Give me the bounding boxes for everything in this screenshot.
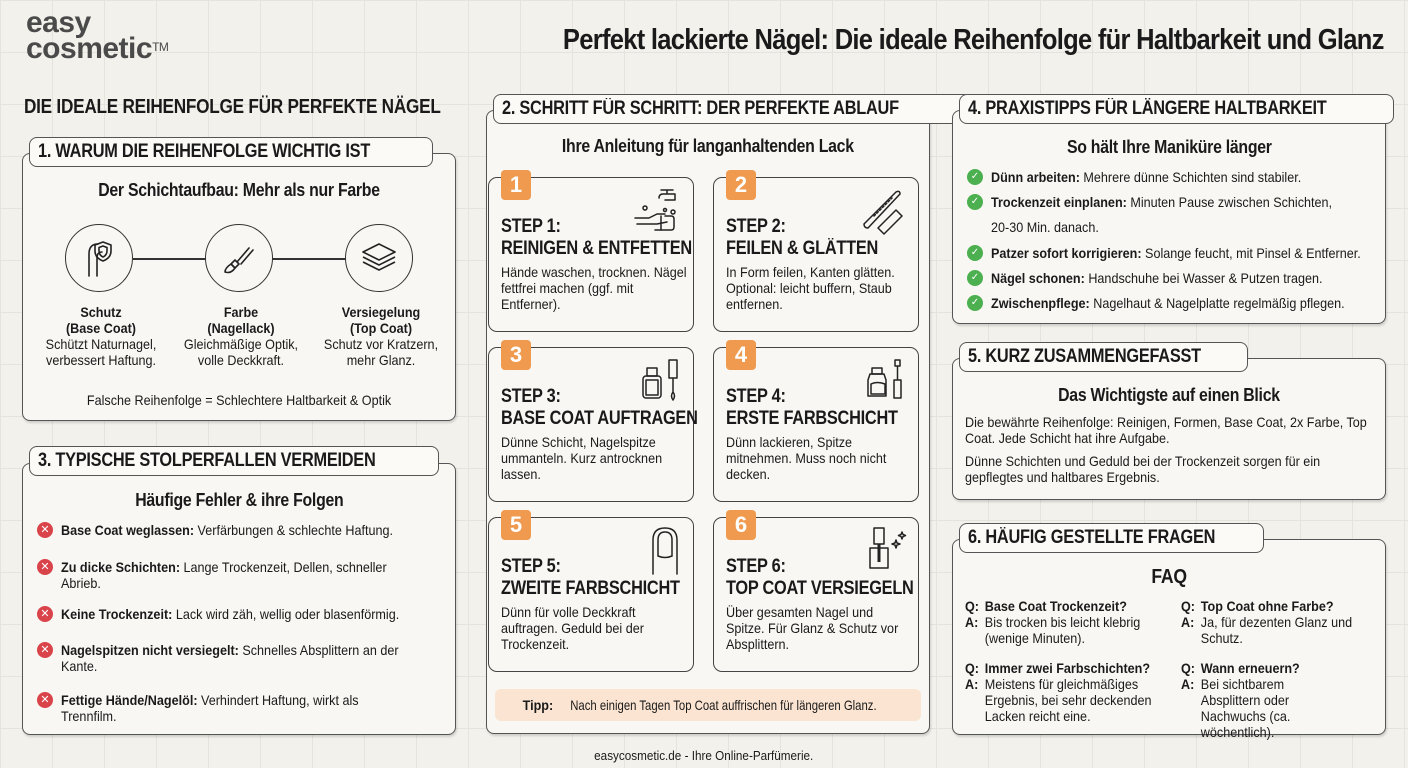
section-summary	[952, 346, 1386, 500]
layer-top-coat: Versiegelung (Top Coat) Schutz vor Kratzern, mehr Glanz.	[323, 304, 439, 368]
check-icon: ✓	[967, 295, 983, 311]
site-footer: easycosmetic.de - Ihre Online-Parfümerie.	[594, 748, 814, 763]
error-x-icon: ✕	[37, 606, 53, 622]
brush-icon	[205, 224, 273, 292]
layer-nail-polish: Farbe (Nagellack) Gleichmäßige Optik, volle Deckkraft.	[183, 304, 299, 368]
section-subhead: Der Schichtaufbau: Mehr als nur Farbe	[98, 180, 380, 200]
step-card-6	[713, 512, 919, 672]
page-title: Perfekt lackierte Nägel: Die ideale Reihenfolge für Haltbarkeit und Glanz	[563, 24, 1384, 56]
faq-question: Immer zwei Farbschichten?	[984, 660, 1151, 676]
check-icon: ✓	[967, 169, 983, 185]
step-number-badge: 3	[501, 340, 531, 370]
section-faq	[952, 527, 1386, 740]
section-tab: 1. WARUM DIE REIHENFOLGE WICHTIG IST	[29, 137, 433, 167]
step-card-5	[488, 512, 694, 672]
section-subhead: FAQ	[1151, 566, 1187, 588]
section-common-pitfalls	[22, 450, 456, 735]
error-x-icon: ✕	[37, 692, 53, 708]
step-description: Über gesamten Nagel und Spitze. Für Glanz & Schutz vor Absplittern.	[726, 604, 899, 652]
pitfall-item: ✕ Zu dicke Schichten: Lange Trockenzeit, Dellen, schneller Abrieb.	[37, 559, 443, 591]
faq-item: Q: Top Coat ohne Farbe? A: Ja, für dezenten Glanz und Schutz.	[1181, 598, 1361, 646]
step-description: Hände waschen, trocknen. Nägel fettfrei machen (ggf. mit Entferner).	[501, 264, 687, 312]
step-title: STEP 1: REINIGEN & ENTFETTEN	[501, 216, 692, 259]
section-tab: 3. TYPISCHE STOLPERFALLEN VERMEIDEN	[29, 446, 439, 476]
order-warning: Falsche Reihenfolge = Schlechtere Haltbarkeit & Optik	[86, 392, 392, 408]
pitfall-item: ✕ Keine Trockenzeit: Lack wird zäh, wellig oder blasenförmig.	[37, 606, 443, 622]
faq-answer: Bei sichtbarem Absplittern oder Nachwuchs (ca. wöchentlich).	[1200, 676, 1291, 740]
section-practical-tips	[952, 98, 1386, 324]
step-title: STEP 6: TOP COAT VERSIEGELN	[726, 556, 914, 599]
section-why-order-matters	[22, 141, 456, 421]
layer-diagram	[23, 218, 455, 298]
step-number-badge: 4	[726, 340, 756, 370]
faq-question: Wann erneuern?	[1200, 660, 1300, 676]
step-card-4	[713, 342, 919, 502]
step-card-1	[488, 172, 694, 332]
tip-item: ✓ Nägel schonen: Handschuhe bei Wasser & Putzen tragen.	[967, 270, 1408, 286]
step-title: STEP 3: BASE COAT AUFTRAGEN	[501, 386, 698, 429]
step-card-3	[488, 342, 698, 502]
faq-question: Base Coat Trockenzeit?	[984, 598, 1127, 614]
section-subhead: Häufige Fehler & ihre Folgen	[134, 490, 344, 510]
section-tab: 6. HÄUFIG GESTELLTE FRAGEN	[959, 523, 1264, 553]
tip-item: ✓ Trockenzeit einplanen: Minuten Pause zwischen Schichten, 20-30 Min. danach.	[967, 194, 1408, 235]
nail-shield-icon	[65, 224, 133, 292]
summary-paragraph: Dünne Schichten und Geduld bei der Trockenzeit sorgen für ein gepflegtes und haltbares Ergebnis.	[965, 453, 1321, 485]
error-x-icon: ✕	[37, 522, 53, 538]
brand-logo	[26, 6, 169, 65]
logo-line-1: easy	[26, 6, 91, 39]
section-subhead: Das Wichtigste auf einen Blick	[1058, 385, 1280, 405]
section-subhead: So hält Ihre Maniküre länger	[1066, 137, 1272, 157]
summary-paragraph: Die bewährte Reihenfolge: Reinigen, Formen, Base Coat, 2x Farbe, Top Coat. Jede Schicht hat ihre Aufgabe.	[965, 414, 1367, 446]
faq-item: Q: Immer zwei Farbschichten? A: Meistens für gleichmäßiges Ergebnis, bei sehr deckenden Lacken reicht eine.	[965, 660, 1172, 724]
step-description: In Form feilen, Kanten glätten. Optional: leicht buffern, Staub entfernen.	[726, 264, 895, 312]
faq-answer: Bis trocken bis leicht klebrig (wenige Minuten).	[984, 614, 1141, 646]
faq-item: Q: Base Coat Trockenzeit? A: Bis trocken bis leicht klebrig (wenige Minuten).	[965, 598, 1172, 646]
check-icon: ✓	[967, 270, 983, 286]
tip-item: ✓ Dünn arbeiten: Mehrere dünne Schichten sind stabiler.	[967, 169, 1408, 185]
error-x-icon: ✕	[37, 559, 53, 575]
left-column-heading: DIE IDEALE REIHENFOLGE FÜR PERFEKTE NÄGEL	[24, 96, 441, 118]
tip-item: ✓ Patzer sofort korrigieren: Solange feucht, mit Pinsel & Entferner.	[967, 245, 1408, 261]
step-title: STEP 4: ERSTE FARBSCHICHT	[726, 386, 898, 429]
step-title: STEP 5: ZWEITE FARBSCHICHT	[501, 556, 680, 599]
step-number-badge: 5	[501, 510, 531, 540]
faq-answer: Meistens für gleichmäßiges Ergebnis, bei sehr deckenden Lacken reicht eine.	[984, 676, 1152, 724]
section-tab: 5. KURZ ZUSAMMENGEFASST	[959, 342, 1248, 372]
tip-banner: Tipp:Nach einigen Tagen Top Coat auffrischen für längeren Glanz.	[495, 689, 921, 721]
step-description: Dünne Schicht, Nagelspitze ummanteln. Kurz antrocknen lassen.	[501, 434, 663, 482]
pitfall-item: ✕ Base Coat weglassen: Verfärbungen & schlechte Haftung.	[37, 522, 443, 538]
logo-line-2: cosmetic	[26, 32, 153, 65]
step-number-badge: 6	[726, 510, 756, 540]
section-tab: 2. SCHRITT FÜR SCHRITT: DER PERFEKTE ABLAUF	[493, 94, 972, 124]
step-title: STEP 2: FEILEN & GLÄTTEN	[726, 216, 879, 259]
section-subhead: Ihre Anleitung für langanhaltenden Lack	[562, 136, 854, 156]
pitfall-item: ✕ Fettige Hände/Nagelöl: Verhindert Haftung, wirkt als Trennfilm.	[37, 692, 443, 724]
faq-item: Q: Wann erneuern? A: Bei sichtbarem Absplittern oder Nachwuchs (ca. wöchentlich).	[1181, 660, 1343, 740]
section-tab: 4. PRAXISTIPPS FÜR LÄNGERE HALTBARKEIT	[959, 94, 1394, 124]
step-number-badge: 1	[501, 170, 531, 200]
error-x-icon: ✕	[37, 642, 53, 658]
step-description: Dünn für volle Deckkraft auftragen. Geduld bei der Trockenzeit.	[501, 604, 644, 652]
layer-base-coat: Schutz (Base Coat) Schützt Naturnagel, verbessert Haftung.	[45, 304, 157, 368]
step-description: Dünn lackieren, Spitze mitnehmen. Muss noch nicht decken.	[726, 434, 887, 482]
check-icon: ✓	[967, 194, 983, 210]
step-number-badge: 2	[726, 170, 756, 200]
section-step-by-step	[486, 98, 930, 734]
step-card-2	[713, 172, 919, 332]
pitfall-item: ✕ Nagelspitzen nicht versiegelt: Schnelles Absplittern an der Kante.	[37, 642, 443, 674]
trademark: TM	[152, 40, 169, 54]
layers-icon	[345, 224, 413, 292]
tip-item: ✓ Zwischenpflege: Nagelhaut & Nagelplatte regelmäßig pflegen.	[967, 295, 1408, 311]
check-icon: ✓	[967, 245, 983, 261]
faq-answer: Ja, für dezenten Glanz und Schutz.	[1200, 614, 1353, 646]
faq-question: Top Coat ohne Farbe?	[1200, 598, 1334, 614]
